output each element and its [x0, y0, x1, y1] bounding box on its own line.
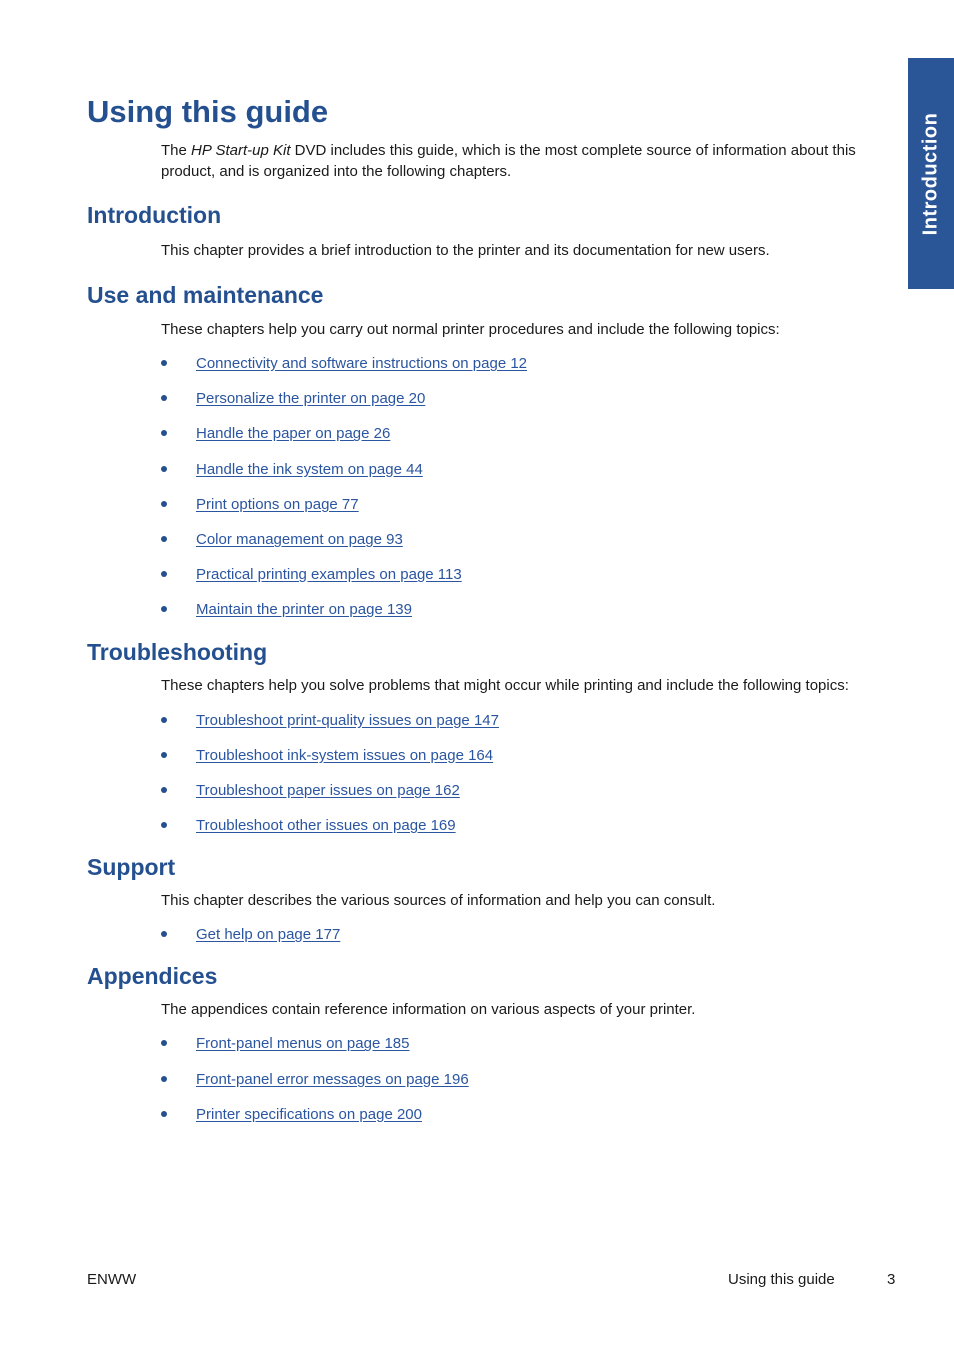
topic-link[interactable]: Handle the paper on page 26	[196, 425, 391, 443]
topic-link[interactable]: Troubleshoot print-quality issues on page 147	[196, 711, 499, 729]
section-text-troubleshooting: These chapters help you solve problems that might occur while printing and include the following topics:	[161, 676, 849, 694]
topic-list-appendices	[161, 1034, 887, 1140]
bullet-icon	[161, 606, 167, 612]
section-text-use-and-maintenance: These chapters help you carry out normal printer procedures and include the following topics:	[161, 321, 780, 338]
bullet-icon	[161, 536, 167, 542]
bullet-icon	[161, 931, 167, 937]
topic-link[interactable]: Front-panel error messages on page 196	[196, 1070, 469, 1088]
section-heading-support: Support	[87, 854, 176, 881]
topic-link[interactable]: Troubleshoot ink-system issues on page 164	[196, 746, 494, 764]
list-item	[161, 925, 887, 960]
bullet-icon	[161, 501, 167, 507]
bullet-icon	[161, 822, 167, 828]
topic-link[interactable]: Maintain the printer on page 139	[196, 601, 412, 619]
bullet-icon	[161, 1076, 167, 1082]
list-item	[161, 460, 887, 495]
footer-edition-code: ENWW	[87, 1271, 137, 1288]
section-heading-use-and-maintenance: Use and maintenance	[87, 282, 324, 308]
topic-link[interactable]: Connectivity and software instructions on page 12	[196, 355, 528, 372]
list-item	[161, 781, 887, 816]
list-item	[161, 711, 887, 746]
section-text-introduction: This chapter provides a brief introduction to the printer and its documentation for new users.	[161, 242, 770, 259]
bullet-icon	[161, 571, 167, 577]
bullet-icon	[161, 466, 167, 472]
topic-link[interactable]: Personalize the printer on page 20	[196, 390, 426, 408]
list-item	[161, 600, 887, 635]
section-heading-troubleshooting: Troubleshooting	[87, 638, 268, 665]
bullet-icon	[161, 360, 167, 366]
list-item	[161, 1070, 887, 1105]
bullet-icon	[161, 787, 167, 793]
bullet-icon	[161, 752, 167, 758]
kit-name: HP Start-up Kit	[191, 142, 291, 159]
intro-text-end: DVD includes this guide, which is the most complete source of information about this product, and is organized into the following chapters.	[161, 142, 856, 180]
topic-list-use-and-maintenance	[161, 354, 887, 636]
topic-link[interactable]: Troubleshoot other issues on page 169	[196, 817, 456, 835]
list-item	[161, 495, 887, 530]
intro-paragraph	[161, 140, 881, 182]
chapter-side-tab-label: Introduction	[919, 112, 942, 235]
section-text-support: This chapter describes the various sources of information and help you can consult.	[161, 892, 716, 910]
page-content	[87, 94, 887, 1140]
topic-link[interactable]: Front-panel menus on page 185	[196, 1035, 410, 1053]
list-item	[161, 816, 887, 851]
bullet-icon	[161, 395, 167, 401]
list-item	[161, 746, 887, 781]
topic-link[interactable]: Troubleshoot paper issues on page 162	[196, 781, 460, 799]
section-heading-appendices: Appendices	[87, 963, 218, 990]
list-item	[161, 389, 887, 424]
topic-link[interactable]: Color management on page 93	[196, 530, 403, 548]
bullet-icon	[161, 1040, 167, 1046]
topic-link[interactable]: Handle the ink system on page 44	[196, 460, 423, 478]
topic-link[interactable]: Get help on page 177	[196, 926, 341, 944]
footer-page-number: 3	[887, 1271, 896, 1288]
list-item	[161, 354, 887, 389]
topic-link[interactable]: Printer specifications on page 200	[196, 1105, 422, 1123]
list-item	[161, 530, 887, 565]
topic-list-support	[161, 925, 887, 960]
topic-link[interactable]: Practical printing examples on page 113	[196, 566, 462, 584]
list-item	[161, 1105, 887, 1140]
list-item	[161, 1034, 887, 1069]
bullet-icon	[161, 430, 167, 436]
topic-link[interactable]: Print options on page 77	[196, 495, 359, 513]
intro-text-start: The	[161, 142, 192, 159]
section-text-appendices: The appendices contain reference information on various aspects of your printer.	[161, 1001, 696, 1019]
chapter-side-tab	[908, 58, 954, 289]
footer-section-title: Using this guide	[728, 1271, 835, 1288]
list-item	[161, 424, 887, 459]
page-title: Using this guide	[87, 94, 329, 129]
section-heading-introduction: Introduction	[87, 202, 222, 228]
topic-list-troubleshooting	[161, 711, 887, 852]
list-item	[161, 565, 887, 600]
bullet-icon	[161, 1111, 167, 1117]
bullet-icon	[161, 717, 167, 723]
